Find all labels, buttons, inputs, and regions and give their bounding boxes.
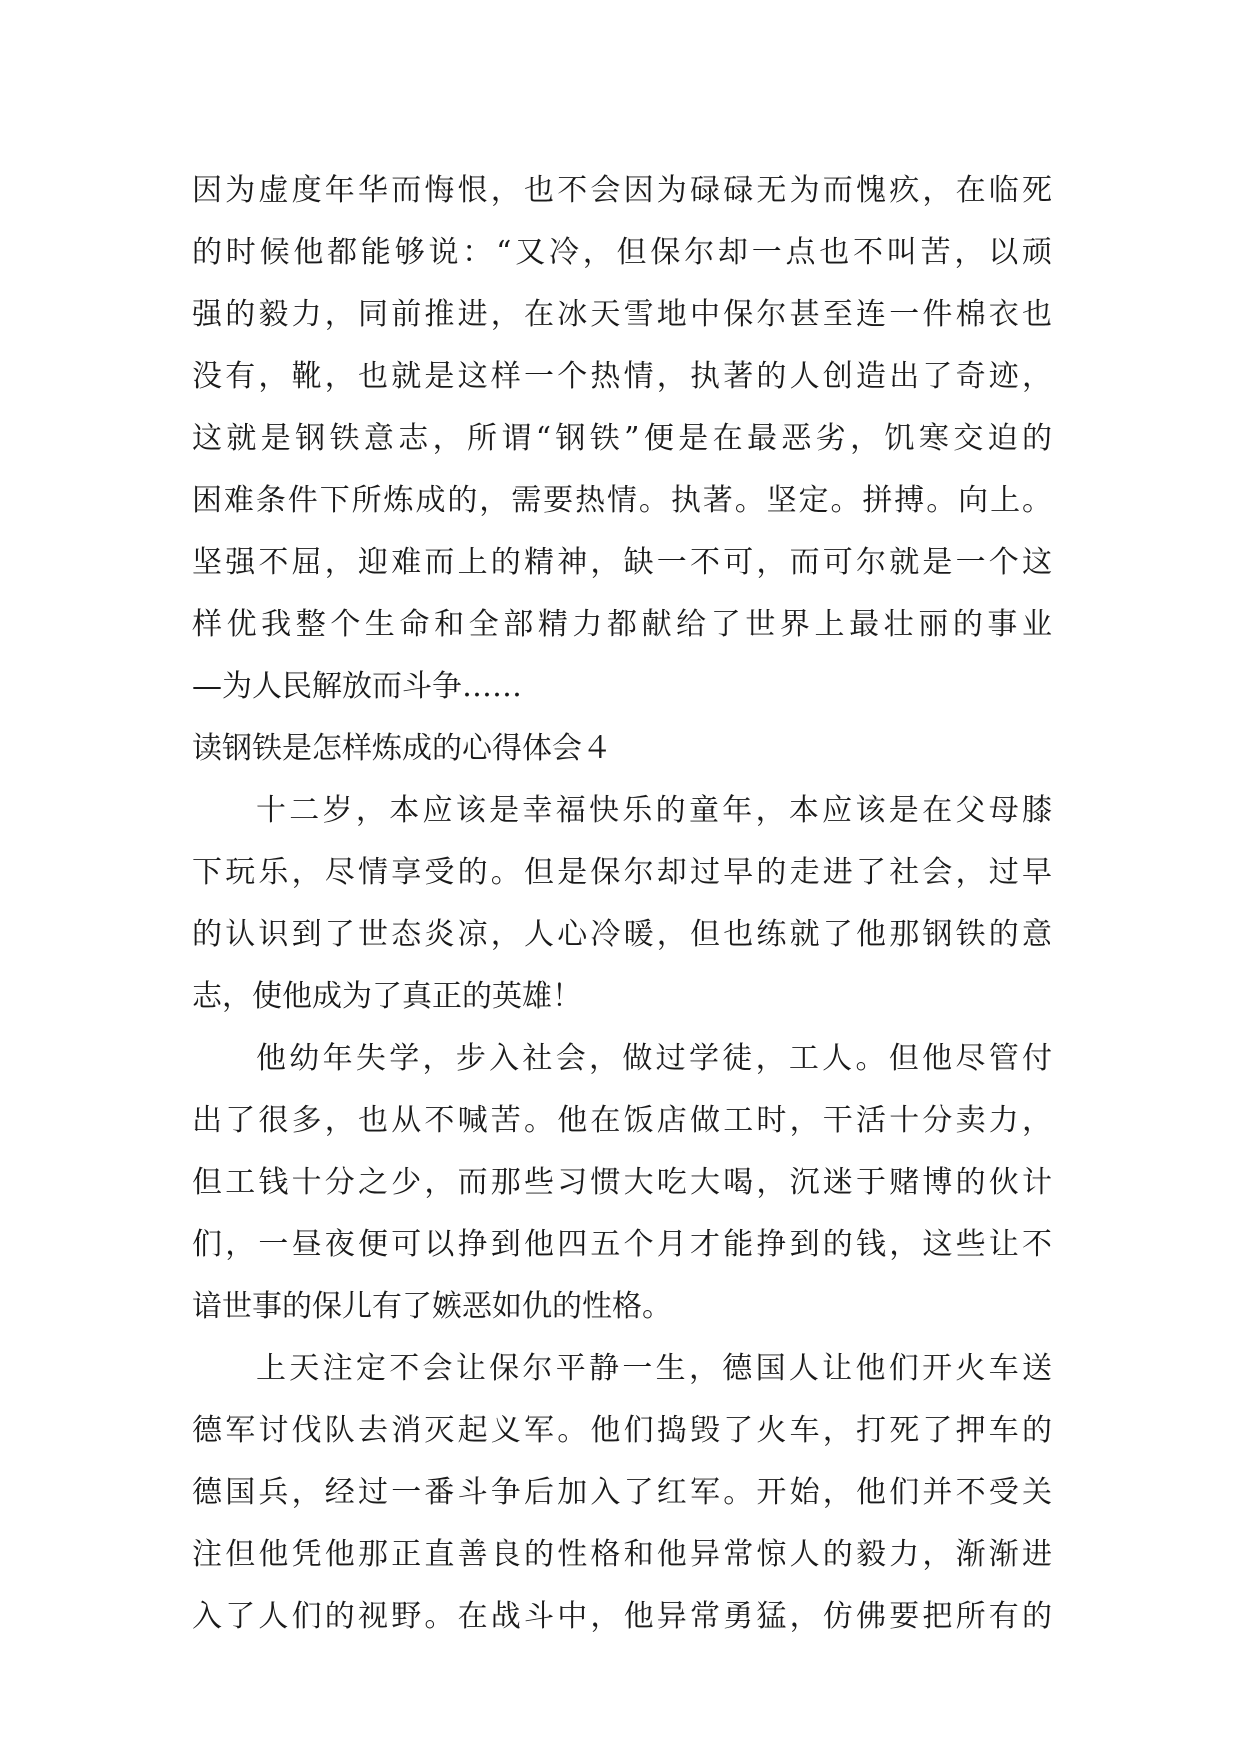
text-line: 入了人们的视野。在战斗中，他异常勇猛，仿佛要把所有的 xyxy=(192,1599,1052,1634)
paragraph-first-line: 十二岁，本应该是幸福快乐的童年，本应该是在父母膝 xyxy=(256,793,1052,828)
text-line: 志，使他成为了真正的英雄！ xyxy=(192,979,582,1014)
text-line: 因为虚度年华而悔恨，也不会因为碌碌无为而愧疚，在临死 xyxy=(192,173,1052,208)
text-line: 的认识到了世态炎凉，人心冷暖，但也练就了他那钢铁的意 xyxy=(192,917,1052,952)
text-line: —为人民解放而斗争…… xyxy=(192,669,522,704)
paragraph-first-line: 上天注定不会让保尔平静一生，德国人让他们开火车送 xyxy=(256,1351,1052,1386)
paragraph-first-line: 他幼年失学，步入社会，做过学徒，工人。但他尽管付 xyxy=(256,1041,1052,1076)
text-line: 强的毅力，同前推进，在冰天雪地中保尔甚至连一件棉衣也 xyxy=(192,297,1052,332)
text-line: 们，一昼夜便可以挣到他四五个月才能挣到的钱，这些让不 xyxy=(192,1227,1052,1262)
text-line: 谙世事的保儿有了嫉恶如仇的性格。 xyxy=(192,1289,672,1324)
text-line: 困难条件下所炼成的，需要热情。执著。坚定。拼搏。向上。 xyxy=(192,483,1052,518)
text-line: 出了很多，也从不喊苦。他在饭店做工时，干活十分卖力， xyxy=(192,1103,1052,1138)
text-line: 样优我整个生命和全部精力都献给了世界上最壮丽的事业 xyxy=(192,607,1052,642)
text-line: 坚强不屈，迎难而上的精神，缺一不可，而可尔就是一个这 xyxy=(192,545,1052,580)
text-line: 注但他凭他那正直善良的性格和他异常惊人的毅力，渐渐进 xyxy=(192,1537,1052,1572)
text-line: 但工钱十分之少，而那些习惯大吃大喝，沉迷于赌博的伙计 xyxy=(192,1165,1052,1200)
document-body xyxy=(192,160,1052,1648)
text-line: 德军讨伐队去消灭起义军。他们捣毁了火车，打死了押车的 xyxy=(192,1413,1052,1448)
section-heading: 读钢铁是怎样炼成的心得体会４ xyxy=(192,731,612,766)
text-line: 没有，靴，也就是这样一个热情，执著的人创造出了奇迹， xyxy=(192,359,1052,394)
text-line: 下玩乐，尽情享受的。但是保尔却过早的走进了社会，过早 xyxy=(192,855,1052,890)
text-line: 这就是钢铁意志，所谓“钢铁”便是在最恶劣，饥寒交迫的 xyxy=(192,421,1052,456)
text-line: 的时候他都能够说：“又冷，但保尔却一点也不叫苦，以顽 xyxy=(192,235,1052,270)
text-line: 德国兵，经过一番斗争后加入了红军。开始，他们并不受关 xyxy=(192,1475,1052,1510)
